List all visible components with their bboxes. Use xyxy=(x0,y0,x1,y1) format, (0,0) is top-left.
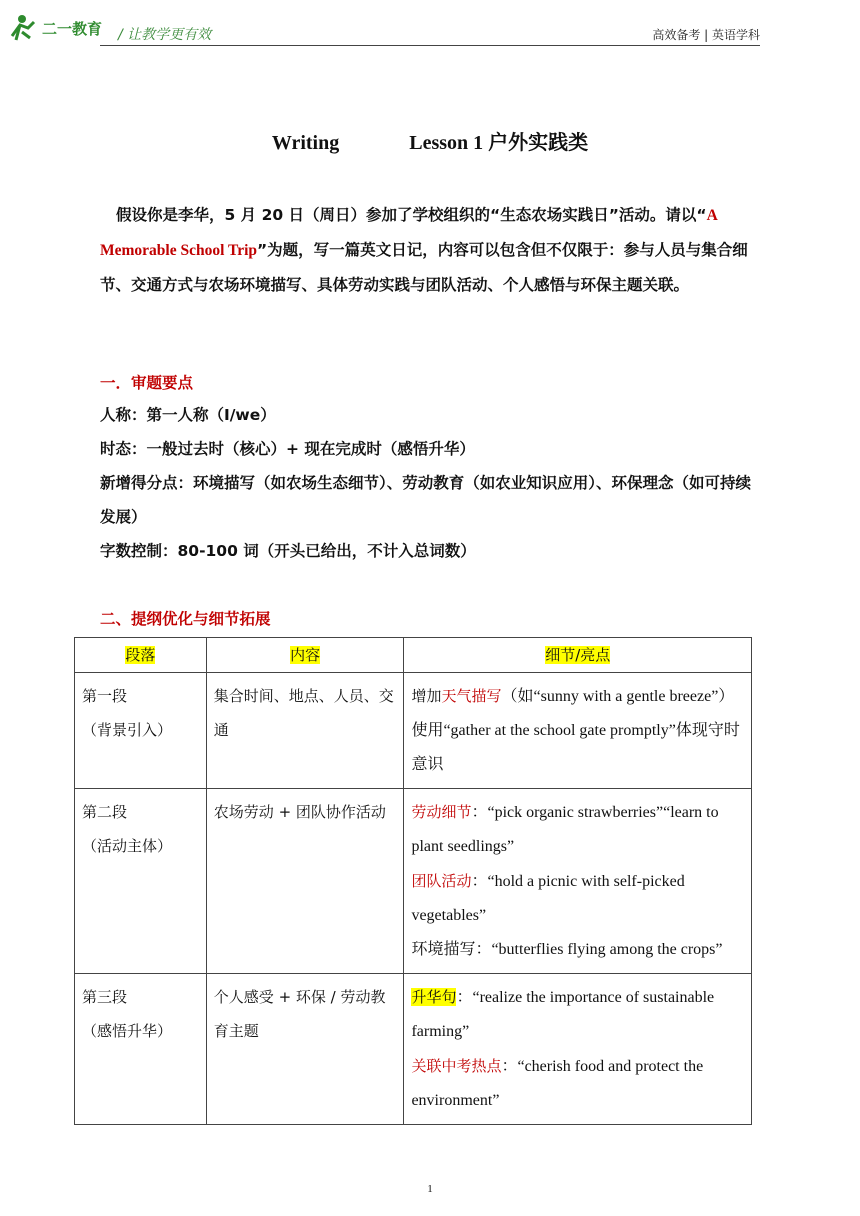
paragraph-cell: 第一段 （背景引入） xyxy=(75,673,207,789)
task-prompt xyxy=(100,198,762,302)
brand-logo xyxy=(8,12,118,42)
title-right: Lesson 1 户外实践类 xyxy=(409,132,589,154)
col-header-content: 内容 xyxy=(206,638,404,673)
analysis-word-count: 字数控制：80-100 词（开头已给出，不计入总词数） xyxy=(100,542,476,560)
section1-heading: 一．审题要点 xyxy=(100,374,194,392)
table-header-row xyxy=(75,638,752,673)
page-title xyxy=(0,126,860,155)
page-number: 1 xyxy=(427,1183,433,1195)
analysis-tense: 时态：一般过去时（核心）+ 现在完成时（感悟升华） xyxy=(100,440,475,458)
paragraph-cell: 第二段 （活动主体） xyxy=(75,789,207,974)
table-row xyxy=(75,789,752,974)
header-subject: 高效备考 | 英语学科 xyxy=(652,28,760,42)
header-divider xyxy=(100,45,760,46)
title-left: Writing xyxy=(271,132,340,154)
page-header xyxy=(0,0,860,50)
prompt-part1: 假设你是李华，5 月 20 日（周日）参加了学校组织的“生态农场实践日”活动。请以“ xyxy=(116,206,707,224)
col-header-details: 细节/亮点 xyxy=(404,638,752,673)
section2-heading: 二、提纲优化与细节拓展 xyxy=(100,610,271,628)
analysis-scoring: 新增得分点：环境描写（如农场生态细节）、劳动教育（如农业知识应用）、环保理念（如可持续发展） xyxy=(100,474,752,526)
table-row xyxy=(75,974,752,1125)
content-cell: 集合时间、地点、人员、交通 xyxy=(206,673,404,789)
prompt-part2: ”为题，写一篇英文日记，内容可以包含但不仅限于：参与人员与集合细节、交通方式与农场环境描写、具体劳动实践与团队活动、个人感悟与环保主题关联。 xyxy=(100,241,748,294)
analysis-person: 人称：第一人称（I/we） xyxy=(100,406,276,424)
details-cell: 增加天气描写（如“sunny with a gentle breeze”） 使用“gather at the school gate promptly”体现守时意识 xyxy=(404,673,752,789)
col-header-paragraph: 段落 xyxy=(75,638,207,673)
paragraph-cell: 第三段 （感悟升华） xyxy=(75,974,207,1125)
brand-name: 二一教育 xyxy=(42,20,103,38)
details-cell: 劳动细节：“pick organic strawberries”“learn to plant seedlings” 团队活动：“hold a picnic with self-picked vegetables” 环境描写：“butterflies flying among the crops” xyxy=(404,789,752,974)
outline-table xyxy=(74,637,752,1125)
prompt-topic: A Memorable School Trip xyxy=(100,207,717,259)
table-row xyxy=(75,673,752,789)
content-cell: 个人感受 + 环保 / 劳动教育主题 xyxy=(206,974,404,1125)
header-slogan: / 让教学更有效 xyxy=(118,27,212,43)
runner-icon xyxy=(8,12,118,42)
details-cell: 升华句：“realize the importance of sustainable farming” 关联中考热点：“cherish food and protect the environment” xyxy=(404,974,752,1125)
content-cell: 农场劳动 + 团队协作活动 xyxy=(206,789,404,974)
